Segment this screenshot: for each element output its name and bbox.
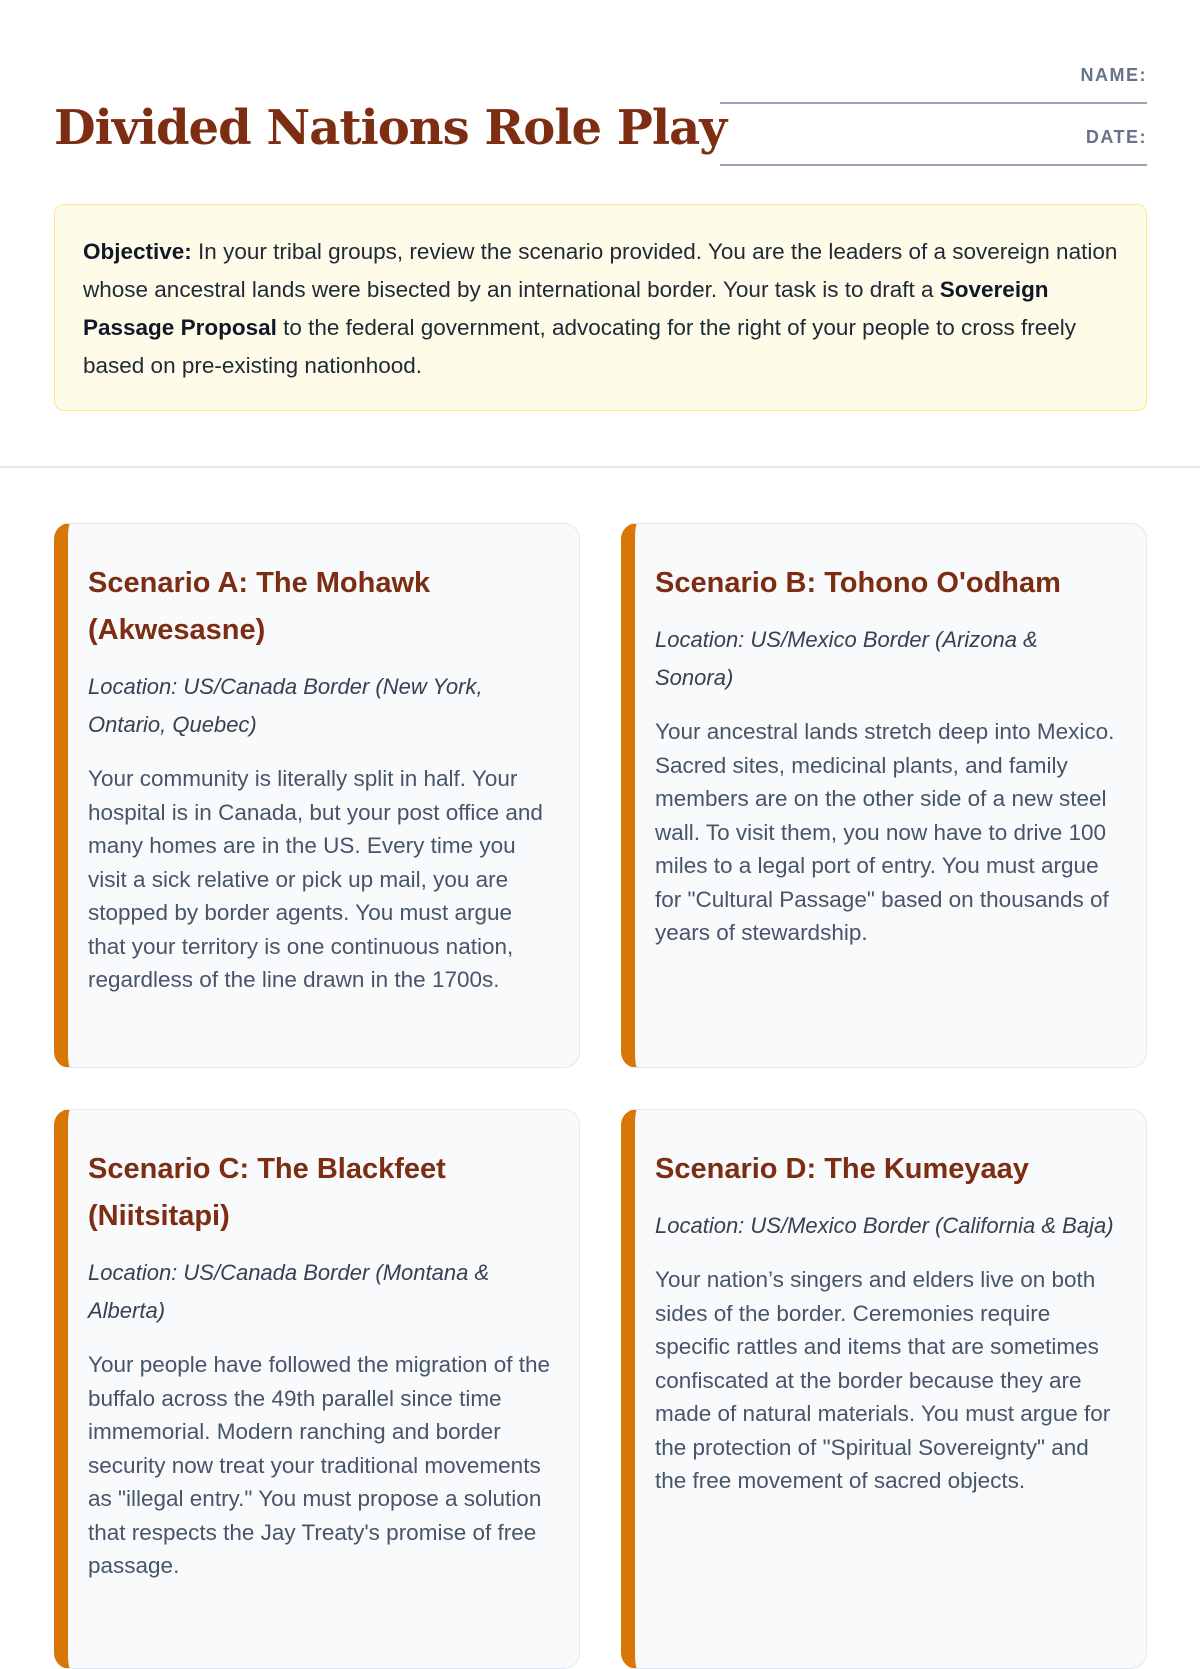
date-label: DATE:	[1085, 127, 1147, 147]
worksheet-header	[54, 0, 1147, 200]
scenario-card-c	[54, 1109, 580, 1669]
scenario-a-title: Scenario A: The Mohawk (Akwesasne)	[88, 567, 431, 646]
page-title: Divided Nations Role Play	[54, 100, 727, 156]
name-label: NAME:	[1080, 65, 1147, 85]
objective-label: Objective:	[83, 239, 192, 264]
student-info-fields	[720, 60, 1147, 184]
objective-text-part-1: In your tribal groups, review the scenario provided. You are the leaders of a sovereign nation whose ancestral lands were bisected by an international border. Your task is to draft a	[83, 239, 1118, 302]
name-field[interactable]	[720, 60, 1147, 104]
scenario-b-location: Location: US/Mexico Border (Arizona & Sonora)	[655, 627, 1038, 690]
scenario-d-title: Scenario D: The Kumeyaay	[655, 1153, 1029, 1185]
scenario-c-location: Location: US/Canada Border (Montana & Alberta)	[88, 1260, 490, 1323]
scenario-a-location: Location: US/Canada Border (New York, Ontario, Quebec)	[88, 674, 483, 737]
section-divider	[0, 466, 1200, 468]
scenario-card-a	[54, 523, 580, 1068]
date-field[interactable]	[720, 122, 1147, 166]
scenario-b-title: Scenario B: Tohono O'odham	[655, 567, 1061, 599]
objective-emphasis: Sovereign Passage Proposal	[83, 277, 1049, 340]
objective-box	[54, 204, 1147, 411]
scenario-card-b	[621, 523, 1147, 1068]
objective-text-part-2: to the federal government, advocating for the right of your people to cross freely based on pre-existing nationhood.	[83, 315, 1077, 378]
scenario-c-description: Your people have followed the migration of the buffalo across the 49th parallel since time immemorial. Modern ranching and border security now treat your traditional movements as "illegal entry." You must propose a solution that respects the Jay Treaty's promise of free passage.	[88, 1352, 550, 1578]
scenario-card-d	[621, 1109, 1147, 1669]
scenario-d-description: Your nation’s singers and elders live on both sides of the border. Ceremonies require specific rattles and items that are sometimes confiscated at the border because they are made of natural materials. You must argue for the protection of "Spiritual Sovereignty" and the free movement of sacred objects.	[655, 1267, 1111, 1493]
scenario-c-title: Scenario C: The Blackfeet (Niitsitapi)	[88, 1153, 446, 1232]
scenario-d-location: Location: US/Mexico Border (California & Baja)	[655, 1213, 1114, 1238]
scenario-b-description: Your ancestral lands stretch deep into Mexico. Sacred sites, medicinal plants, and family members are on the other side of a new steel wall. To visit them, you now have to drive 100 miles to a legal port of entry. You must argue for "Cultural Passage" based on thousands of years of stewardship.	[655, 719, 1115, 945]
scenario-a-description: Your community is literally split in half. Your hospital is in Canada, but your post office and many homes are in the US. Every time you visit a sick relative or pick up mail, you are stopped by border agents. You must argue that your territory is one continuous nation, regardless of the line drawn in the 1700s.	[88, 766, 543, 992]
